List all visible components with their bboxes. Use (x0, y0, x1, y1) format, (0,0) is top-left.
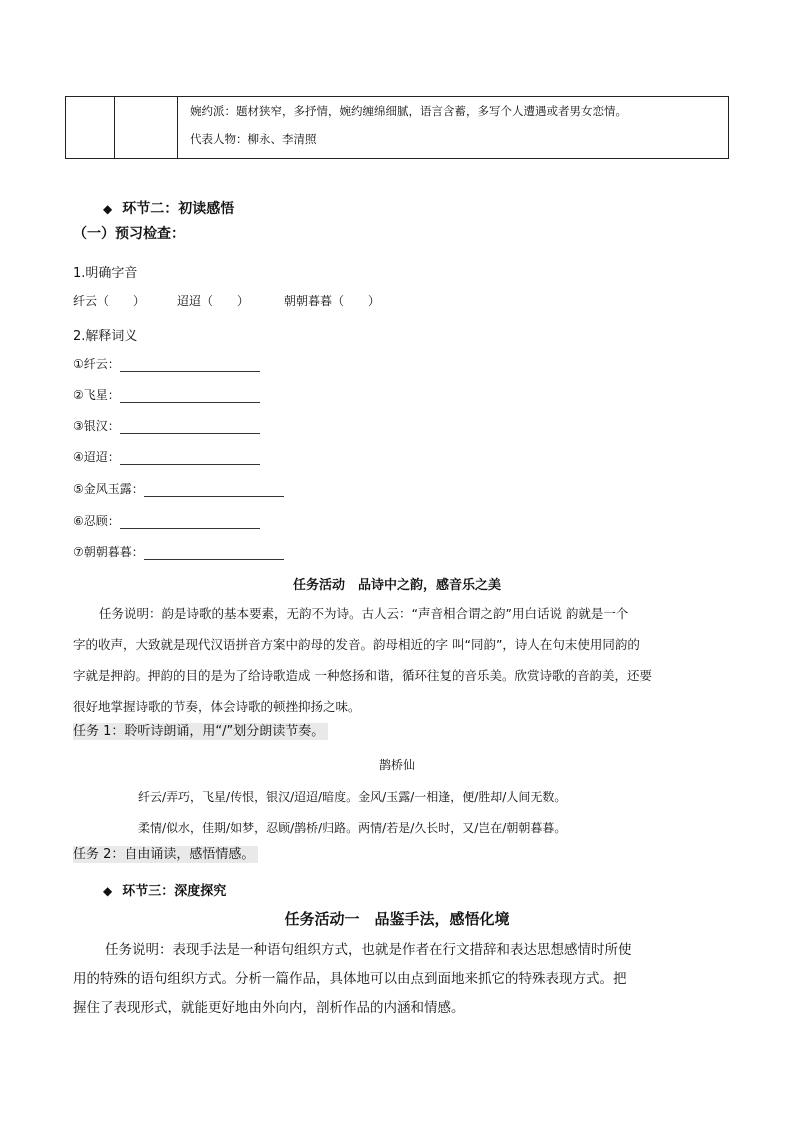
activity-line-2: 字的收声，大致就是现代汉语拼音方案中韵母的发音。韵母相近的字 叫“同韵”，诗人在句末使用同韵的 (73, 637, 640, 652)
vocab-label-6: ⑥忍顾： (73, 514, 120, 528)
vocab-label-7: ⑦朝朝暮暮： (73, 545, 144, 559)
vocab-item-3 (73, 417, 260, 434)
genre-table (65, 96, 729, 159)
vocab-item-4 (73, 448, 260, 465)
task2 (73, 843, 258, 862)
vocab-item-6 (73, 512, 260, 529)
task1-text: 任务 1：聆听诗朗诵，用“/”划分朗读节奏。 (73, 723, 328, 740)
vocab-item-5 (73, 480, 284, 497)
vocab-label-1: ①纤云： (73, 357, 120, 371)
poem-title: 鹊桥仙 (378, 758, 415, 772)
answer-blank[interactable] (120, 419, 260, 434)
q2-title: 2.解释词义 (73, 329, 138, 344)
vocab-item-7 (73, 543, 284, 560)
answer-blank[interactable] (144, 545, 284, 560)
diamond-icon: ◆ (103, 202, 113, 216)
answer-blank[interactable] (120, 357, 260, 372)
activity-line-3: 字就是押韵。押韵的目的是为了给诗歌造成 一种悠扬和谐，循环往复的音乐美。欣赏诗歌的音韵美，还要 (73, 668, 652, 683)
answer-blank[interactable] (120, 388, 260, 403)
vocab-label-2: ②飞星： (73, 388, 120, 402)
pinyin-item-1: 纤云（ ） (73, 294, 146, 308)
technique-line-3: 握住了表现形式，就能更好地由外向内，剖析作品的内涵和情感。 (73, 1000, 465, 1016)
section3-heading (103, 880, 226, 899)
poem-line-2: 柔情/似水，佳期/如梦，忍顾/鹊桥/归路。两情/若是/久长时，又/岂在/朝朝暮暮。 (138, 821, 567, 835)
section2-heading-text: 环节二：初读感悟 (122, 201, 235, 217)
task1 (73, 720, 328, 739)
representatives: 代表人物：柳永、李清照 (190, 132, 317, 146)
answer-blank[interactable] (120, 450, 260, 465)
section3-heading-text: 环节三：深度探究 (122, 884, 227, 899)
task2-text: 任务 2：自由诵读，感悟情感。 (73, 846, 258, 863)
poem-line-1: 纤云/弄巧，飞星/传恨，银汉/迢迢/暗度。金风/玉露/一相逢，便/胜却/人间无数。 (138, 790, 567, 804)
pinyin-item-3: 朝朝暮暮（ ） (284, 294, 381, 308)
q1-title: 1.明确字音 (73, 266, 138, 281)
wanyue-description: 婉约派：题材狭窄，多抒情，婉约缠绵细腻，语言含蓄，多写个人遭遇或者男女恋情。 (190, 104, 627, 118)
activity-line-1: 任务说明：韵是诗歌的基本要素，无韵不为诗。古人云：“声音相合谓之韵”用白话说 韵就是一个 (99, 606, 629, 621)
vocab-label-3: ③银汉： (73, 419, 120, 433)
vocab-label-4: ④迢迢： (73, 450, 120, 464)
table-cell-content (178, 97, 729, 159)
diamond-icon: ◆ (103, 884, 113, 898)
vocab-label-5: ⑤金风玉露： (73, 482, 144, 496)
activity-line-4: 很好地掌握诗歌的节奏，体会诗歌的顿挫抑扬之味。 (73, 699, 361, 714)
activity-description (73, 598, 728, 722)
activity1-title: 任务活动一 品鉴手法，感悟化境 (284, 910, 510, 928)
table-cell-empty-2 (115, 97, 178, 159)
table-cell-empty-1 (66, 97, 115, 159)
answer-blank[interactable] (144, 482, 284, 497)
preview-check-heading: （一）预习检查： (73, 226, 185, 242)
technique-line-1: 任务说明：表现手法是一种语句组织方式，也就是作者在行文措辞和表达思想感情时所使 (105, 942, 632, 958)
activity-title: 任务活动 品诗中之韵，感音乐之美 (292, 578, 501, 593)
section2-heading (103, 198, 234, 218)
vocab-item-2 (73, 386, 260, 403)
technique-description (73, 936, 728, 1023)
technique-line-2: 用的特殊的语句组织方式。分析一篇作品，具体地可以由点到面地来抓它的特殊表现方式。把 (73, 971, 627, 987)
vocab-item-1 (73, 355, 260, 372)
pinyin-item-2: 迢迢（ ） (177, 294, 250, 308)
answer-blank[interactable] (120, 514, 260, 529)
